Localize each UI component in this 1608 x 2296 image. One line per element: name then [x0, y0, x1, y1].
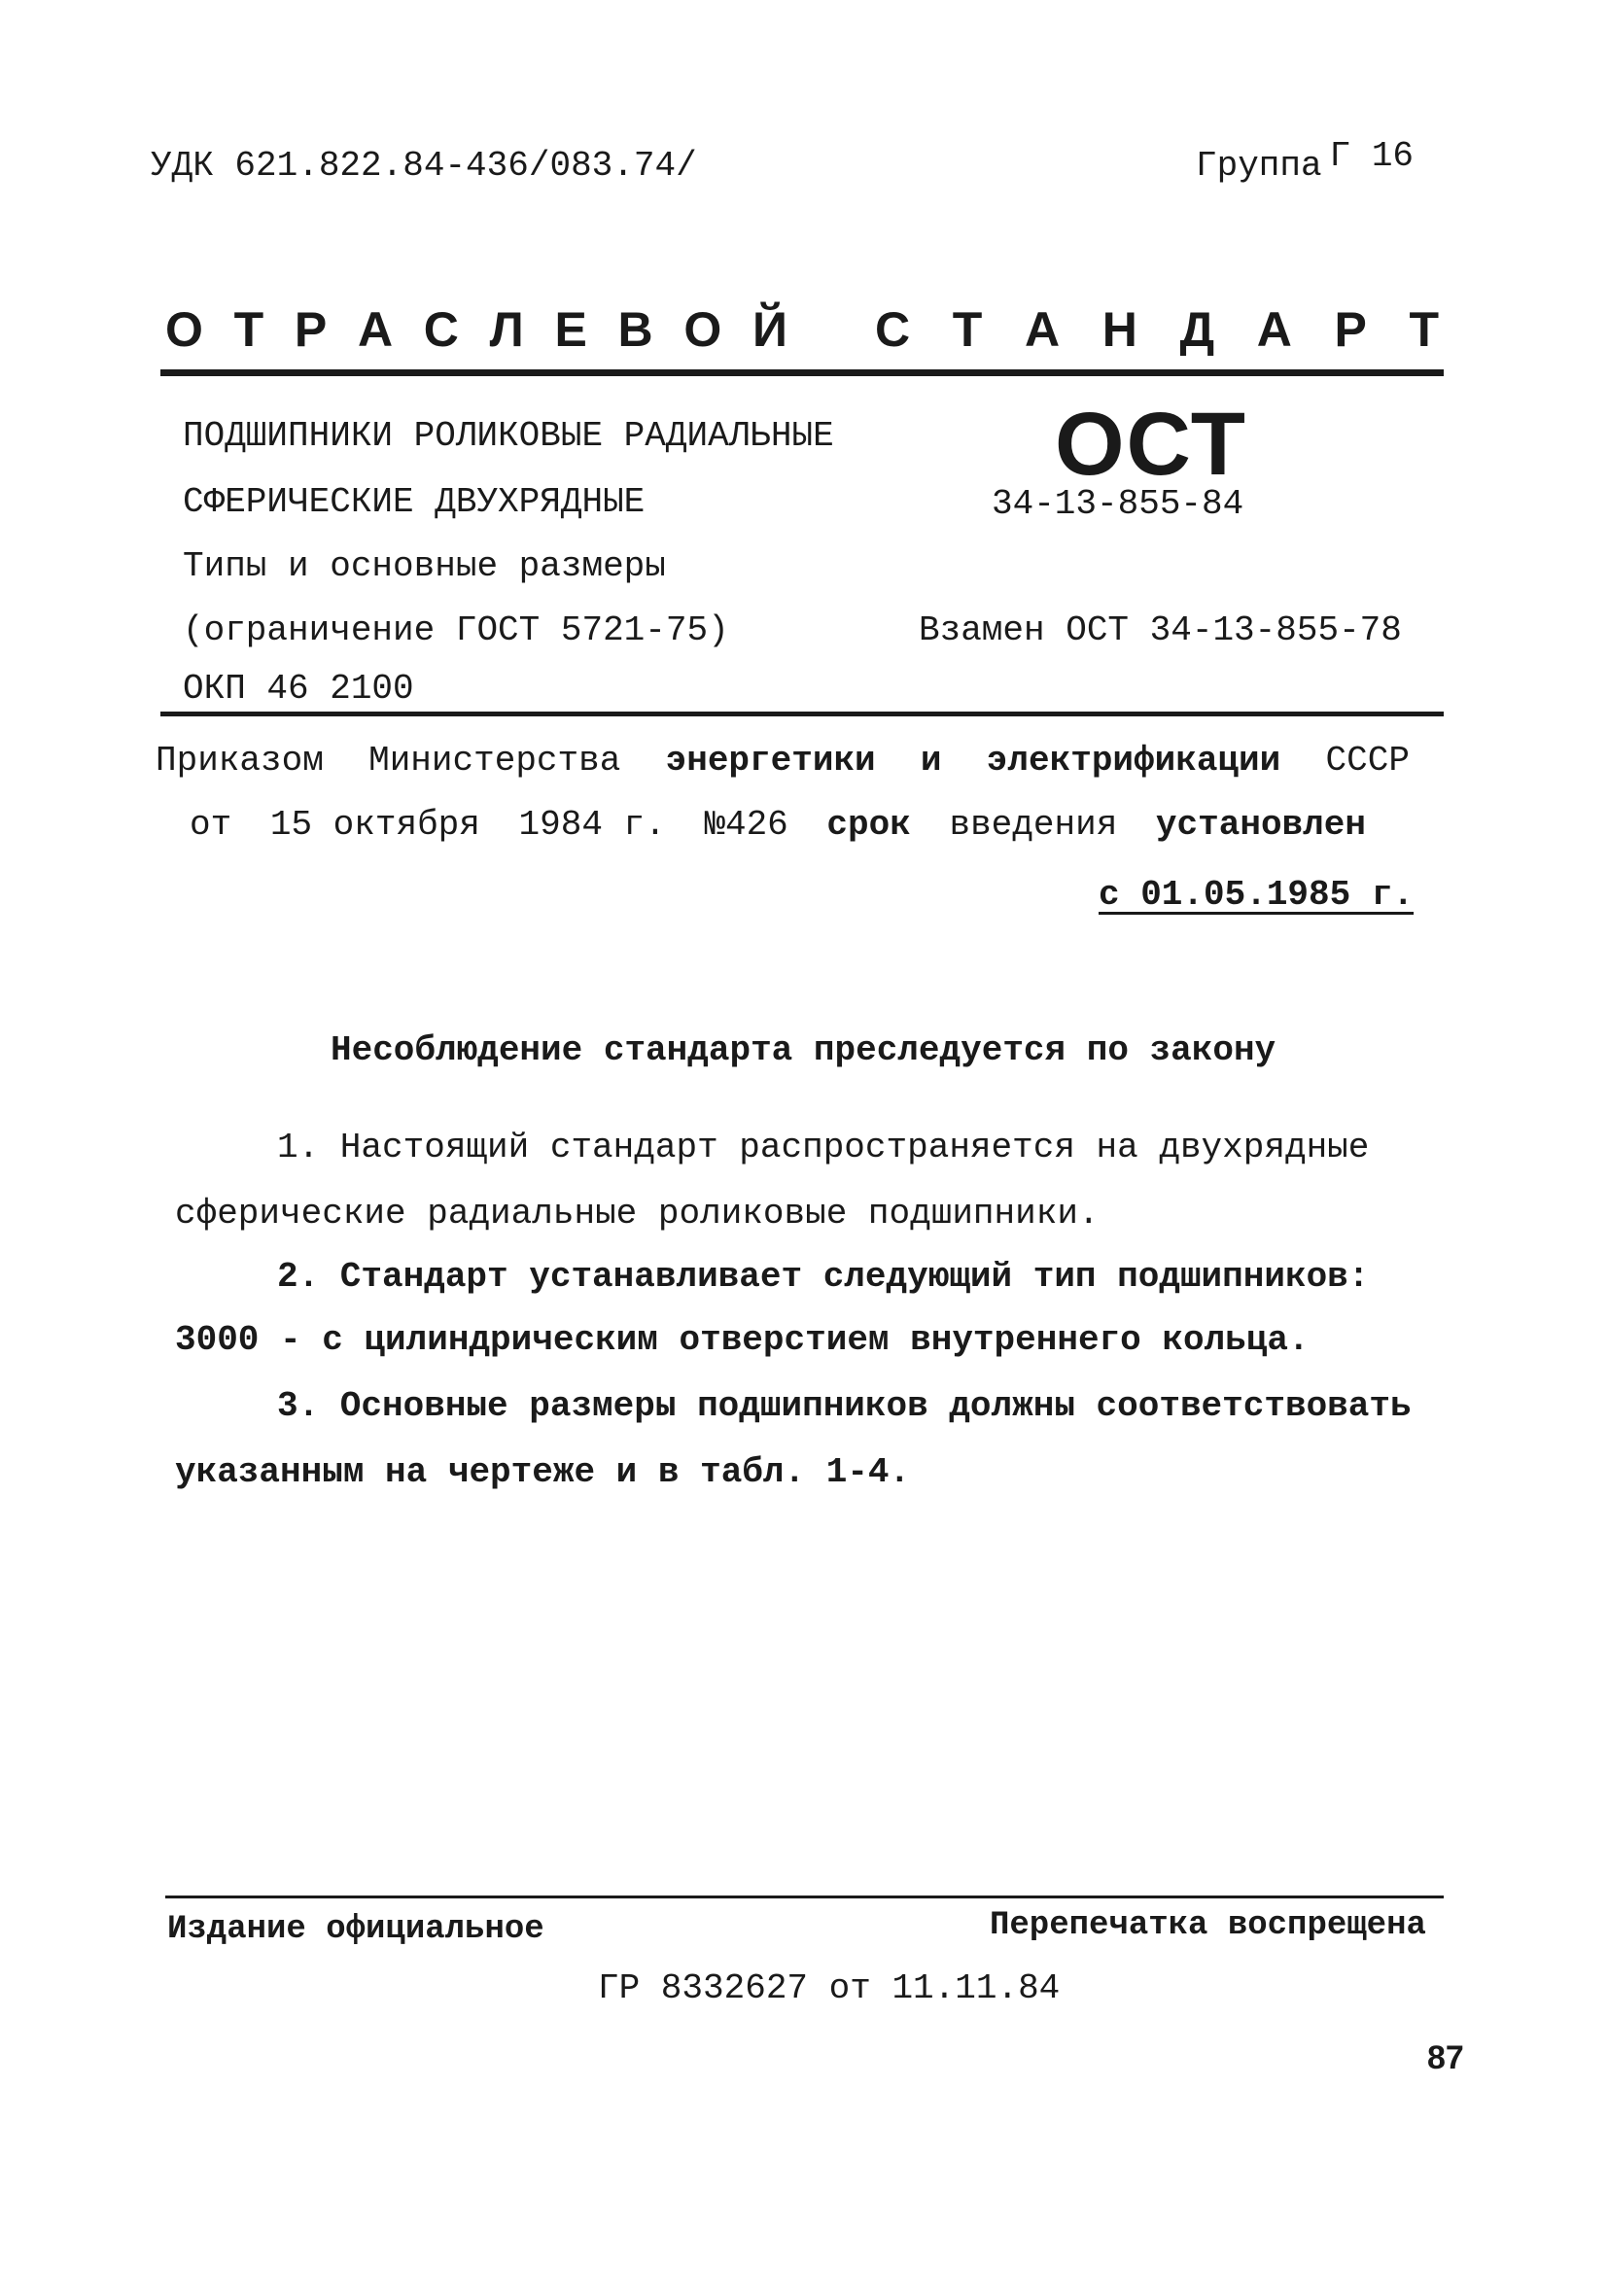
- title-line-3: Типы и основные размеры: [183, 546, 666, 586]
- replaces-note: Взамен ОСТ 34-13-855-78: [919, 610, 1402, 650]
- order-word: Приказом: [156, 741, 324, 781]
- banner-letter: С: [875, 302, 911, 357]
- registration-number: ГР 8332627 от 11.11.84: [598, 1968, 1061, 2008]
- reprint-prohibited-note: Перепечатка воспрещена: [990, 1907, 1426, 1944]
- banner-letter: А: [357, 302, 394, 357]
- banner-letter: А: [1256, 302, 1292, 357]
- order-word: и: [920, 741, 942, 781]
- legal-warning: Несоблюдение стандарта преследуется по закону: [331, 1030, 1276, 1070]
- ost-number: 34-13-855-84: [992, 484, 1244, 524]
- order-line-1: [156, 741, 1410, 781]
- page-number: 87: [1427, 2039, 1464, 2076]
- banner-letter: Р: [1334, 302, 1367, 357]
- official-edition-note: Издание официальное: [167, 1911, 544, 1948]
- banner-letter: Н: [1101, 302, 1137, 357]
- order-word: №426: [704, 805, 788, 845]
- udk-code: УДК 621.822.84-436/083.74/: [151, 146, 697, 186]
- group-code: [1196, 136, 1415, 186]
- banner-letter: Л: [489, 302, 524, 357]
- banner-letter: Т: [952, 302, 983, 357]
- clause-3-line-2: указанным на чертеже и в табл. 1-4.: [175, 1452, 911, 1492]
- banner-letter: Й: [752, 302, 787, 357]
- order-word: 1984 г.: [518, 805, 666, 845]
- order-word: установлен: [1155, 805, 1366, 845]
- order-line-2: [190, 805, 1366, 845]
- order-word: срок: [826, 805, 911, 845]
- banner-letter: Т: [233, 302, 264, 357]
- order-word: электрификации: [986, 741, 1281, 781]
- clause-1-line-2: сферические радиальные роликовые подшипники.: [175, 1194, 1100, 1234]
- order-word: введения: [949, 805, 1118, 845]
- title-line-1: ПОДШИПНИКИ РОЛИКОВЫЕ РАДИАЛЬНЫЕ: [183, 416, 834, 456]
- clause-2-line-1: 2. Стандарт устанавливает следующий тип подшипников:: [277, 1257, 1370, 1297]
- effective-date: с 01.05.1985 г.: [1099, 875, 1415, 915]
- order-word: СССР: [1325, 741, 1410, 781]
- order-word: энергетики: [665, 741, 876, 781]
- banner-word-industry: [165, 301, 787, 358]
- footer-rule: [165, 1896, 1444, 1898]
- banner-letter: Т: [1409, 302, 1439, 357]
- banner-letter: С: [423, 302, 459, 357]
- title-block-rule: [160, 712, 1444, 716]
- group-label: Группа: [1196, 146, 1322, 186]
- banner-letter: А: [1024, 302, 1061, 357]
- order-word: от: [190, 805, 232, 845]
- banner-word-standard: [875, 301, 1439, 358]
- ost-designation: ОСТ: [1055, 395, 1247, 494]
- banner-letter: Д: [1179, 302, 1215, 357]
- banner-rule: [160, 369, 1444, 376]
- clause-2-line-2: 3000 - с цилиндрическим отверстием внутреннего кольца.: [175, 1320, 1310, 1360]
- banner-letter: О: [165, 302, 203, 357]
- banner-letter: В: [617, 302, 653, 357]
- title-line-2: СФЕРИЧЕСКИЕ ДВУХРЯДНЫЕ: [183, 482, 646, 522]
- clause-3-line-1: 3. Основные размеры подшипников должны соответствовать: [277, 1386, 1412, 1426]
- okp-code: ОКП 46 2100: [183, 669, 414, 709]
- clause-1-line-1: 1. Настоящий стандарт распространяется на двухрядные: [277, 1128, 1370, 1167]
- group-value: Г 16: [1329, 136, 1415, 176]
- order-word: 15 октября: [269, 805, 480, 845]
- banner-letter: Е: [554, 302, 587, 357]
- title-line-4: (ограничение ГОСТ 5721-75): [183, 610, 729, 650]
- order-word: Министерства: [368, 741, 621, 781]
- banner-letter: Р: [294, 302, 328, 357]
- banner-letter: О: [683, 302, 722, 357]
- standard-banner: [165, 301, 1439, 358]
